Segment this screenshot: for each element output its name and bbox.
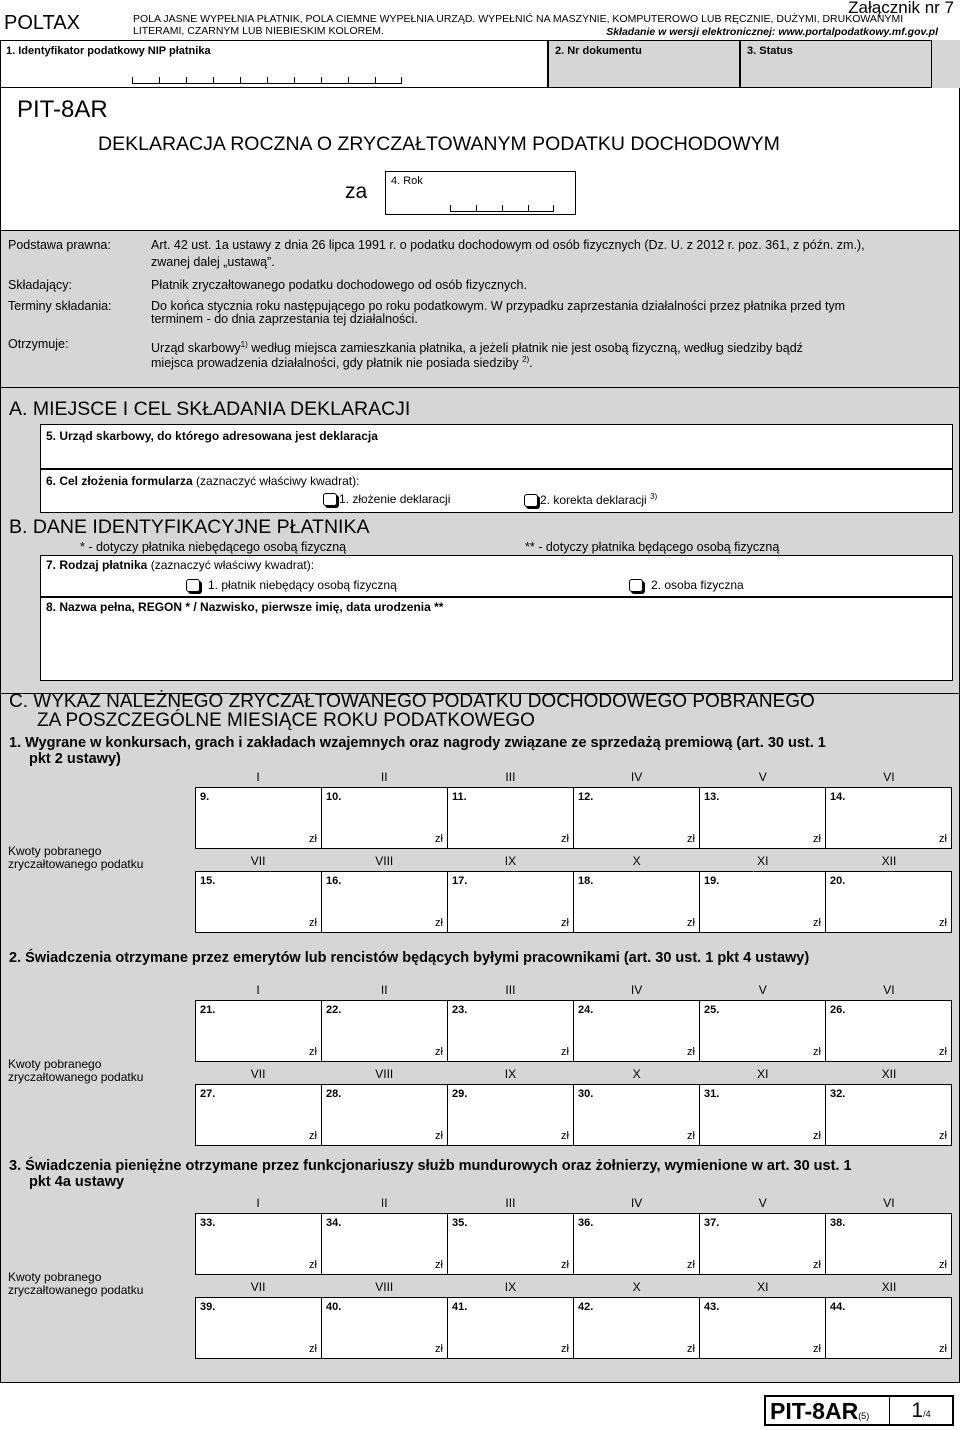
note-non-natural-person: * - dotyczy płatnika niebędącego osobą fizyczną xyxy=(80,540,347,554)
currency-label: zł xyxy=(939,1343,947,1355)
currency-label: zł xyxy=(435,1046,443,1058)
month-header-cell: I xyxy=(256,1196,260,1210)
form-title: DEKLARACJA ROCZNA O ZRYCZAŁTOWANYM PODATKU DOCHODOWYM xyxy=(98,133,780,155)
filer-label: Składający: xyxy=(8,278,72,292)
currency-label: zł xyxy=(687,917,695,929)
currency-label: zł xyxy=(435,833,443,845)
currency-label: zł xyxy=(561,1259,569,1271)
currency-label: zł xyxy=(309,1046,317,1058)
month-header xyxy=(195,1277,952,1297)
currency-label: zł xyxy=(687,1046,695,1058)
month-header-cell: I xyxy=(256,983,260,997)
month-header-cell: V xyxy=(758,983,767,997)
brand: POLTAX xyxy=(4,12,80,34)
currency-label: zł xyxy=(309,1130,317,1142)
status-label: 3. Status xyxy=(747,45,793,57)
amount-cell[interactable] xyxy=(321,787,447,849)
footnote-ref-3: 3) xyxy=(650,492,658,501)
form-code: PIT-8AR xyxy=(17,96,108,123)
online-filing-note: Składanie w wersji elektronicznej: www.portalpodatkowy.mf.gov.pl xyxy=(606,26,938,38)
field-number: 34. xyxy=(326,1217,342,1229)
note-natural-person: ** - dotyczy płatnika będącego osobą fizyczną xyxy=(525,540,780,554)
recipient-text-2a: miejsca prowadzenia działalności, gdy płatnik nie posiada siedziby xyxy=(151,356,519,371)
field-number: 41. xyxy=(452,1301,468,1313)
currency-label: zł xyxy=(939,1046,947,1058)
month-header-cell: VIII xyxy=(375,854,394,868)
group-1-title-2: pkt 2 ustawy) xyxy=(29,751,121,767)
field-number: 17. xyxy=(452,875,468,887)
purpose-label xyxy=(46,474,359,488)
field-number: 33. xyxy=(200,1217,216,1229)
amount-cell[interactable] xyxy=(699,1084,825,1146)
side-label-line1: Kwoty pobranego xyxy=(8,1270,102,1284)
group-1-title-1: 1. Wygrane w konkursach, grach i zakładach wzajemnych oraz nagrody związane ze sprzedażą premiową (art. 30 ust. 1 xyxy=(9,735,826,751)
field-number: 21. xyxy=(200,1004,216,1016)
basis-text-1: Art. 42 ust. 1a ustawy z dnia 26 lipca 1991 r. o podatku dochodowym od osób fizycznych (Dz. U. z 2012 r. poz. 361, z późn. zm.), xyxy=(151,238,865,252)
currency-label: zł xyxy=(309,833,317,845)
month-header xyxy=(195,851,952,871)
month-header xyxy=(195,767,952,787)
amount-cell[interactable] xyxy=(195,871,321,933)
nip-label: 1. Identyfikator podatkowy NIP płatnika xyxy=(6,45,211,57)
year-digit-boxes xyxy=(450,205,554,212)
amount-cell[interactable] xyxy=(195,1297,321,1359)
group-3-side-label xyxy=(8,1271,143,1297)
side-label-line1: Kwoty pobranego xyxy=(8,844,102,858)
field-number: 28. xyxy=(326,1088,342,1100)
field-number: 44. xyxy=(830,1301,846,1313)
field-number: 15. xyxy=(200,875,216,887)
amount-cell[interactable] xyxy=(573,787,699,849)
za-label: za xyxy=(345,180,368,203)
year-label: 4. Rok xyxy=(391,175,423,187)
option-correction-label: 2. korekta deklaracji xyxy=(540,493,647,507)
doc-number-label: 2. Nr dokumentu xyxy=(555,45,642,57)
currency-label: zł xyxy=(939,1259,947,1271)
group-3-title-1: 3. Świadczenia pieniężne otrzymane przez funkcjonariuszy służb mundurowych oraz żołnierzy, wymienione w art. 30 ust. 1 xyxy=(9,1158,852,1174)
month-header-cell: IV xyxy=(630,1196,643,1210)
amount-cell[interactable] xyxy=(195,1084,321,1146)
status-field xyxy=(740,40,932,88)
checkbox-non-natural-person[interactable] xyxy=(186,579,200,592)
section-b-title: B. DANE IDENTYFIKACYJNE PŁATNIKA xyxy=(9,516,370,538)
month-header-cell: VIII xyxy=(375,1067,394,1081)
purpose-label-note: (zaznaczyć właściwy kwadrat): xyxy=(192,474,360,488)
currency-label: zł xyxy=(813,1046,821,1058)
month-header-cell: VI xyxy=(883,983,895,997)
amount-cell[interactable] xyxy=(321,871,447,933)
field-number: 43. xyxy=(704,1301,720,1313)
field-number: 24. xyxy=(578,1004,594,1016)
field-number: 31. xyxy=(704,1088,720,1100)
option-submission-label: 1. złożenie deklaracji xyxy=(339,492,451,506)
month-header-cell: III xyxy=(505,983,516,997)
currency-label: zł xyxy=(561,917,569,929)
group-1-title xyxy=(9,735,826,767)
field-number: 9. xyxy=(200,791,210,803)
footer-code: PIT-8AR xyxy=(770,1398,859,1424)
month-header-cell: VI xyxy=(883,770,895,784)
attachment-label: Załącznik nr 7 xyxy=(848,0,954,17)
amount-cell[interactable] xyxy=(447,1000,573,1062)
payer-type-label-main: 7. Rodzaj płatnika xyxy=(46,558,148,572)
field-number: 30. xyxy=(578,1088,594,1100)
amount-cell[interactable] xyxy=(699,871,825,933)
month-header-cell: IX xyxy=(504,1280,517,1294)
recipient-text-1a: Urząd skarbowy xyxy=(151,341,241,356)
month-header-cell: X xyxy=(632,1280,641,1294)
recipient-dot: . xyxy=(529,356,533,371)
currency-label: zł xyxy=(435,1343,443,1355)
payer-name-label: 8. Nazwa pełna, REGON * / Nazwisko, pierwsze imię, data urodzenia ** xyxy=(46,600,444,614)
currency-label: zł xyxy=(813,917,821,929)
tax-office-field[interactable] xyxy=(40,424,953,469)
field-number: 19. xyxy=(704,875,720,887)
field-number: 11. xyxy=(452,791,467,803)
month-header-cell: X xyxy=(632,854,641,868)
field-number: 32. xyxy=(830,1088,846,1100)
footnote-ref-1: 1) xyxy=(240,340,248,349)
month-header-cell: VII xyxy=(250,854,266,868)
deadline-label: Terminy składania: xyxy=(8,299,112,313)
currency-label: zł xyxy=(939,917,947,929)
currency-label: zł xyxy=(561,833,569,845)
month-header-cell: V xyxy=(758,1196,767,1210)
field-number: 38. xyxy=(830,1217,846,1229)
amount-row xyxy=(195,1297,952,1359)
field-number: 14. xyxy=(830,791,846,803)
month-header xyxy=(195,1064,952,1084)
amount-cell[interactable] xyxy=(447,1213,573,1275)
field-number: 37. xyxy=(704,1217,720,1229)
footer-total: /4 xyxy=(923,1409,931,1419)
amount-row xyxy=(195,1084,952,1146)
field-number: 36. xyxy=(578,1217,594,1229)
currency-label: zł xyxy=(939,833,947,845)
field-number: 26. xyxy=(830,1004,846,1016)
month-header-cell: I xyxy=(256,770,260,784)
deadline-text-2: terminem - do dnia zaprzestania tej działalności. xyxy=(151,312,418,326)
group-2-title xyxy=(9,950,809,966)
amount-cell[interactable] xyxy=(573,871,699,933)
currency-label: zł xyxy=(813,833,821,845)
footer-code-box xyxy=(766,1397,890,1424)
field-number: 13. xyxy=(704,791,720,803)
amount-cell[interactable] xyxy=(195,787,321,849)
footer-form-id xyxy=(764,1395,954,1426)
amount-cell[interactable] xyxy=(573,1297,699,1359)
amount-cell[interactable] xyxy=(573,1000,699,1062)
option-non-natural-person-label: 1. płatnik niebędący osobą fizyczną xyxy=(208,578,397,592)
option-natural-person-label: 2. osoba fizyczna xyxy=(651,578,744,592)
amount-cell[interactable] xyxy=(573,1084,699,1146)
payer-type-label xyxy=(46,558,314,572)
month-header-cell: IV xyxy=(630,770,643,784)
field-number: 35. xyxy=(452,1217,468,1229)
month-header-cell: VII xyxy=(250,1280,266,1294)
deadline-text-1: Do końca stycznia roku następującego po roku podatkowym. W przypadku zaprzestania działalności przez płatnika przed tym xyxy=(151,299,846,313)
month-header-cell: II xyxy=(380,770,388,784)
field-number: 23. xyxy=(452,1004,468,1016)
footer-version: (5) xyxy=(858,1411,870,1421)
amount-cell[interactable] xyxy=(699,1000,825,1062)
checkbox-submission[interactable] xyxy=(323,493,337,506)
month-header-cell: III xyxy=(505,1196,516,1210)
basis-text-2: zwanej dalej „ustawą”. xyxy=(151,255,275,269)
month-header-cell: III xyxy=(505,770,516,784)
month-header-cell: XII xyxy=(881,1067,897,1081)
amount-cell[interactable] xyxy=(447,1297,573,1359)
payer-type-field xyxy=(40,555,953,597)
month-header-cell: XII xyxy=(881,854,897,868)
purpose-label-main: 6. Cel złożenia formularza xyxy=(46,474,193,488)
month-header-cell: VI xyxy=(883,1196,895,1210)
option-correction[interactable] xyxy=(524,492,657,507)
form-note-line2: LITERAMI, CZARNYM LUB NIEBIESKIM KOLOREM. xyxy=(133,25,384,37)
field-number: 29. xyxy=(452,1088,468,1100)
section-c-title-1: C. WYKAZ NALEŻNEGO ZRYCZAŁTOWANEGO PODATKU DOCHODOWEGO POBRANEGO xyxy=(9,691,815,712)
field-number: 25. xyxy=(704,1004,720,1016)
amount-cell[interactable] xyxy=(321,1000,447,1062)
side-label-line2: zryczałtowanego podatku xyxy=(8,1070,144,1084)
currency-label: zł xyxy=(813,1343,821,1355)
field-number: 40. xyxy=(326,1301,342,1313)
amount-row xyxy=(195,1213,952,1275)
currency-label: zł xyxy=(939,1130,947,1142)
side-label-line1: Kwoty pobranego xyxy=(8,1057,102,1071)
section-a-title: A. MIEJSCE I CEL SKŁADANIA DEKLARACJI xyxy=(9,398,411,420)
amount-cell[interactable] xyxy=(825,787,952,849)
currency-label: zł xyxy=(309,1343,317,1355)
basis-label: Podstawa prawna: xyxy=(8,238,111,252)
amount-cell[interactable] xyxy=(195,1000,321,1062)
doc-number-field xyxy=(548,40,740,88)
section-c-title-2: ZA POSZCZEGÓLNE MIESIĄCE ROKU PODATKOWEGO xyxy=(37,710,535,731)
amount-cell[interactable] xyxy=(447,871,573,933)
currency-label: zł xyxy=(813,1259,821,1271)
amount-cell[interactable] xyxy=(699,1297,825,1359)
currency-label: zł xyxy=(687,1343,695,1355)
currency-label: zł xyxy=(687,1259,695,1271)
field-number: 27. xyxy=(200,1088,216,1100)
currency-label: zł xyxy=(309,917,317,929)
month-header xyxy=(195,1193,952,1213)
currency-label: zł xyxy=(435,1130,443,1142)
field-number: 20. xyxy=(830,875,846,887)
field-number: 18. xyxy=(578,875,594,887)
tax-office-label: 5. Urząd skarbowy, do którego adresowana jest deklaracja xyxy=(46,429,378,443)
group-2-side-label xyxy=(8,1058,143,1084)
amount-cell[interactable] xyxy=(825,1297,952,1359)
month-header-cell: II xyxy=(380,1196,388,1210)
field-number: 16. xyxy=(326,875,342,887)
nip-digit-boxes xyxy=(132,77,402,84)
amount-cell[interactable] xyxy=(825,871,952,933)
currency-label: zł xyxy=(435,917,443,929)
amount-cell[interactable] xyxy=(825,1000,952,1062)
footnote-ref-2: 2) xyxy=(522,355,530,364)
month-header-cell: II xyxy=(380,983,388,997)
amount-row xyxy=(195,787,952,849)
currency-label: zł xyxy=(561,1343,569,1355)
month-header-cell: XI xyxy=(757,854,769,868)
field-number: 39. xyxy=(200,1301,216,1313)
amount-row xyxy=(195,871,952,933)
currency-label: zł xyxy=(561,1046,569,1058)
amount-cell[interactable] xyxy=(699,787,825,849)
payer-name-field[interactable] xyxy=(40,597,953,681)
field-number: 10. xyxy=(326,791,342,803)
month-header-cell: XI xyxy=(757,1067,769,1081)
payer-type-label-note: (zaznaczyć właściwy kwadrat): xyxy=(147,558,315,572)
field-number: 12. xyxy=(578,791,594,803)
side-label-line2: zryczałtowanego podatku xyxy=(8,857,144,871)
recipient-label: Otrzymuje: xyxy=(8,337,69,351)
recipient-text-2 xyxy=(151,352,533,371)
field-number: 22. xyxy=(326,1004,342,1016)
amount-cell[interactable] xyxy=(825,1213,952,1275)
footer-page: 1 xyxy=(911,1399,924,1422)
month-header-cell: IV xyxy=(630,983,643,997)
field-number: 42. xyxy=(578,1301,594,1313)
currency-label: zł xyxy=(813,1130,821,1142)
month-header-cell: IX xyxy=(504,854,517,868)
amount-cell[interactable] xyxy=(321,1297,447,1359)
footer-page-box xyxy=(890,1397,952,1424)
currency-label: zł xyxy=(687,833,695,845)
currency-label: zł xyxy=(687,1130,695,1142)
currency-label: zł xyxy=(309,1259,317,1271)
option-non-natural-person[interactable] xyxy=(186,578,397,592)
amount-cell[interactable] xyxy=(321,1213,447,1275)
option-submission[interactable] xyxy=(323,492,450,506)
month-header-cell: XII xyxy=(881,1280,897,1294)
purpose-field xyxy=(40,469,953,513)
amount-cell[interactable] xyxy=(447,787,573,849)
month-header-cell: XI xyxy=(757,1280,769,1294)
option-natural-person[interactable] xyxy=(629,578,744,592)
amount-cell[interactable] xyxy=(195,1213,321,1275)
month-header xyxy=(195,980,952,1000)
month-header-cell: VII xyxy=(250,1067,266,1081)
amount-cell[interactable] xyxy=(825,1084,952,1146)
recipient-text-1b: według miejsca zamieszkania płatnika, a jeżeli płatnik nie jest osobą fizyczną, według siedziby bądź xyxy=(247,341,803,356)
checkbox-natural-person[interactable] xyxy=(629,579,643,592)
amount-cell[interactable] xyxy=(699,1213,825,1275)
group-2-title-1: 2. Świadczenia otrzymane przez emerytów lub rencistów będących byłymi pracownikami (art. 30 ust. 1 pkt 4 ustawy) xyxy=(9,950,810,966)
month-header-cell: IX xyxy=(504,1067,517,1081)
checkbox-correction[interactable] xyxy=(524,494,538,507)
side-label-line2: zryczałtowanego podatku xyxy=(8,1283,144,1297)
currency-label: zł xyxy=(435,1259,443,1271)
filer-text: Płatnik zryczałtowanego podatku dochodowego od osób fizycznych. xyxy=(151,278,527,292)
amount-cell[interactable] xyxy=(573,1213,699,1275)
amount-row xyxy=(195,1000,952,1062)
month-header-cell: V xyxy=(758,770,767,784)
group-3-title-2: pkt 4a ustawy xyxy=(29,1174,125,1190)
group-3-title xyxy=(9,1158,852,1190)
form-note-line1: POLA JASNE WYPEŁNIA PŁATNIK, POLA CIEMNE WYPEŁNIA URZĄD. WYPEŁNIĆ NA MASZYNIE, KOMPUTEROWO LUB RĘCZNIE, DUŻYMI, DRUKOWANYMI xyxy=(133,13,904,25)
group-1-side-label xyxy=(8,845,143,871)
amount-cell[interactable] xyxy=(447,1084,573,1146)
amount-cell[interactable] xyxy=(321,1084,447,1146)
month-header-cell: VIII xyxy=(375,1280,394,1294)
currency-label: zł xyxy=(561,1130,569,1142)
month-header-cell: X xyxy=(632,1067,641,1081)
